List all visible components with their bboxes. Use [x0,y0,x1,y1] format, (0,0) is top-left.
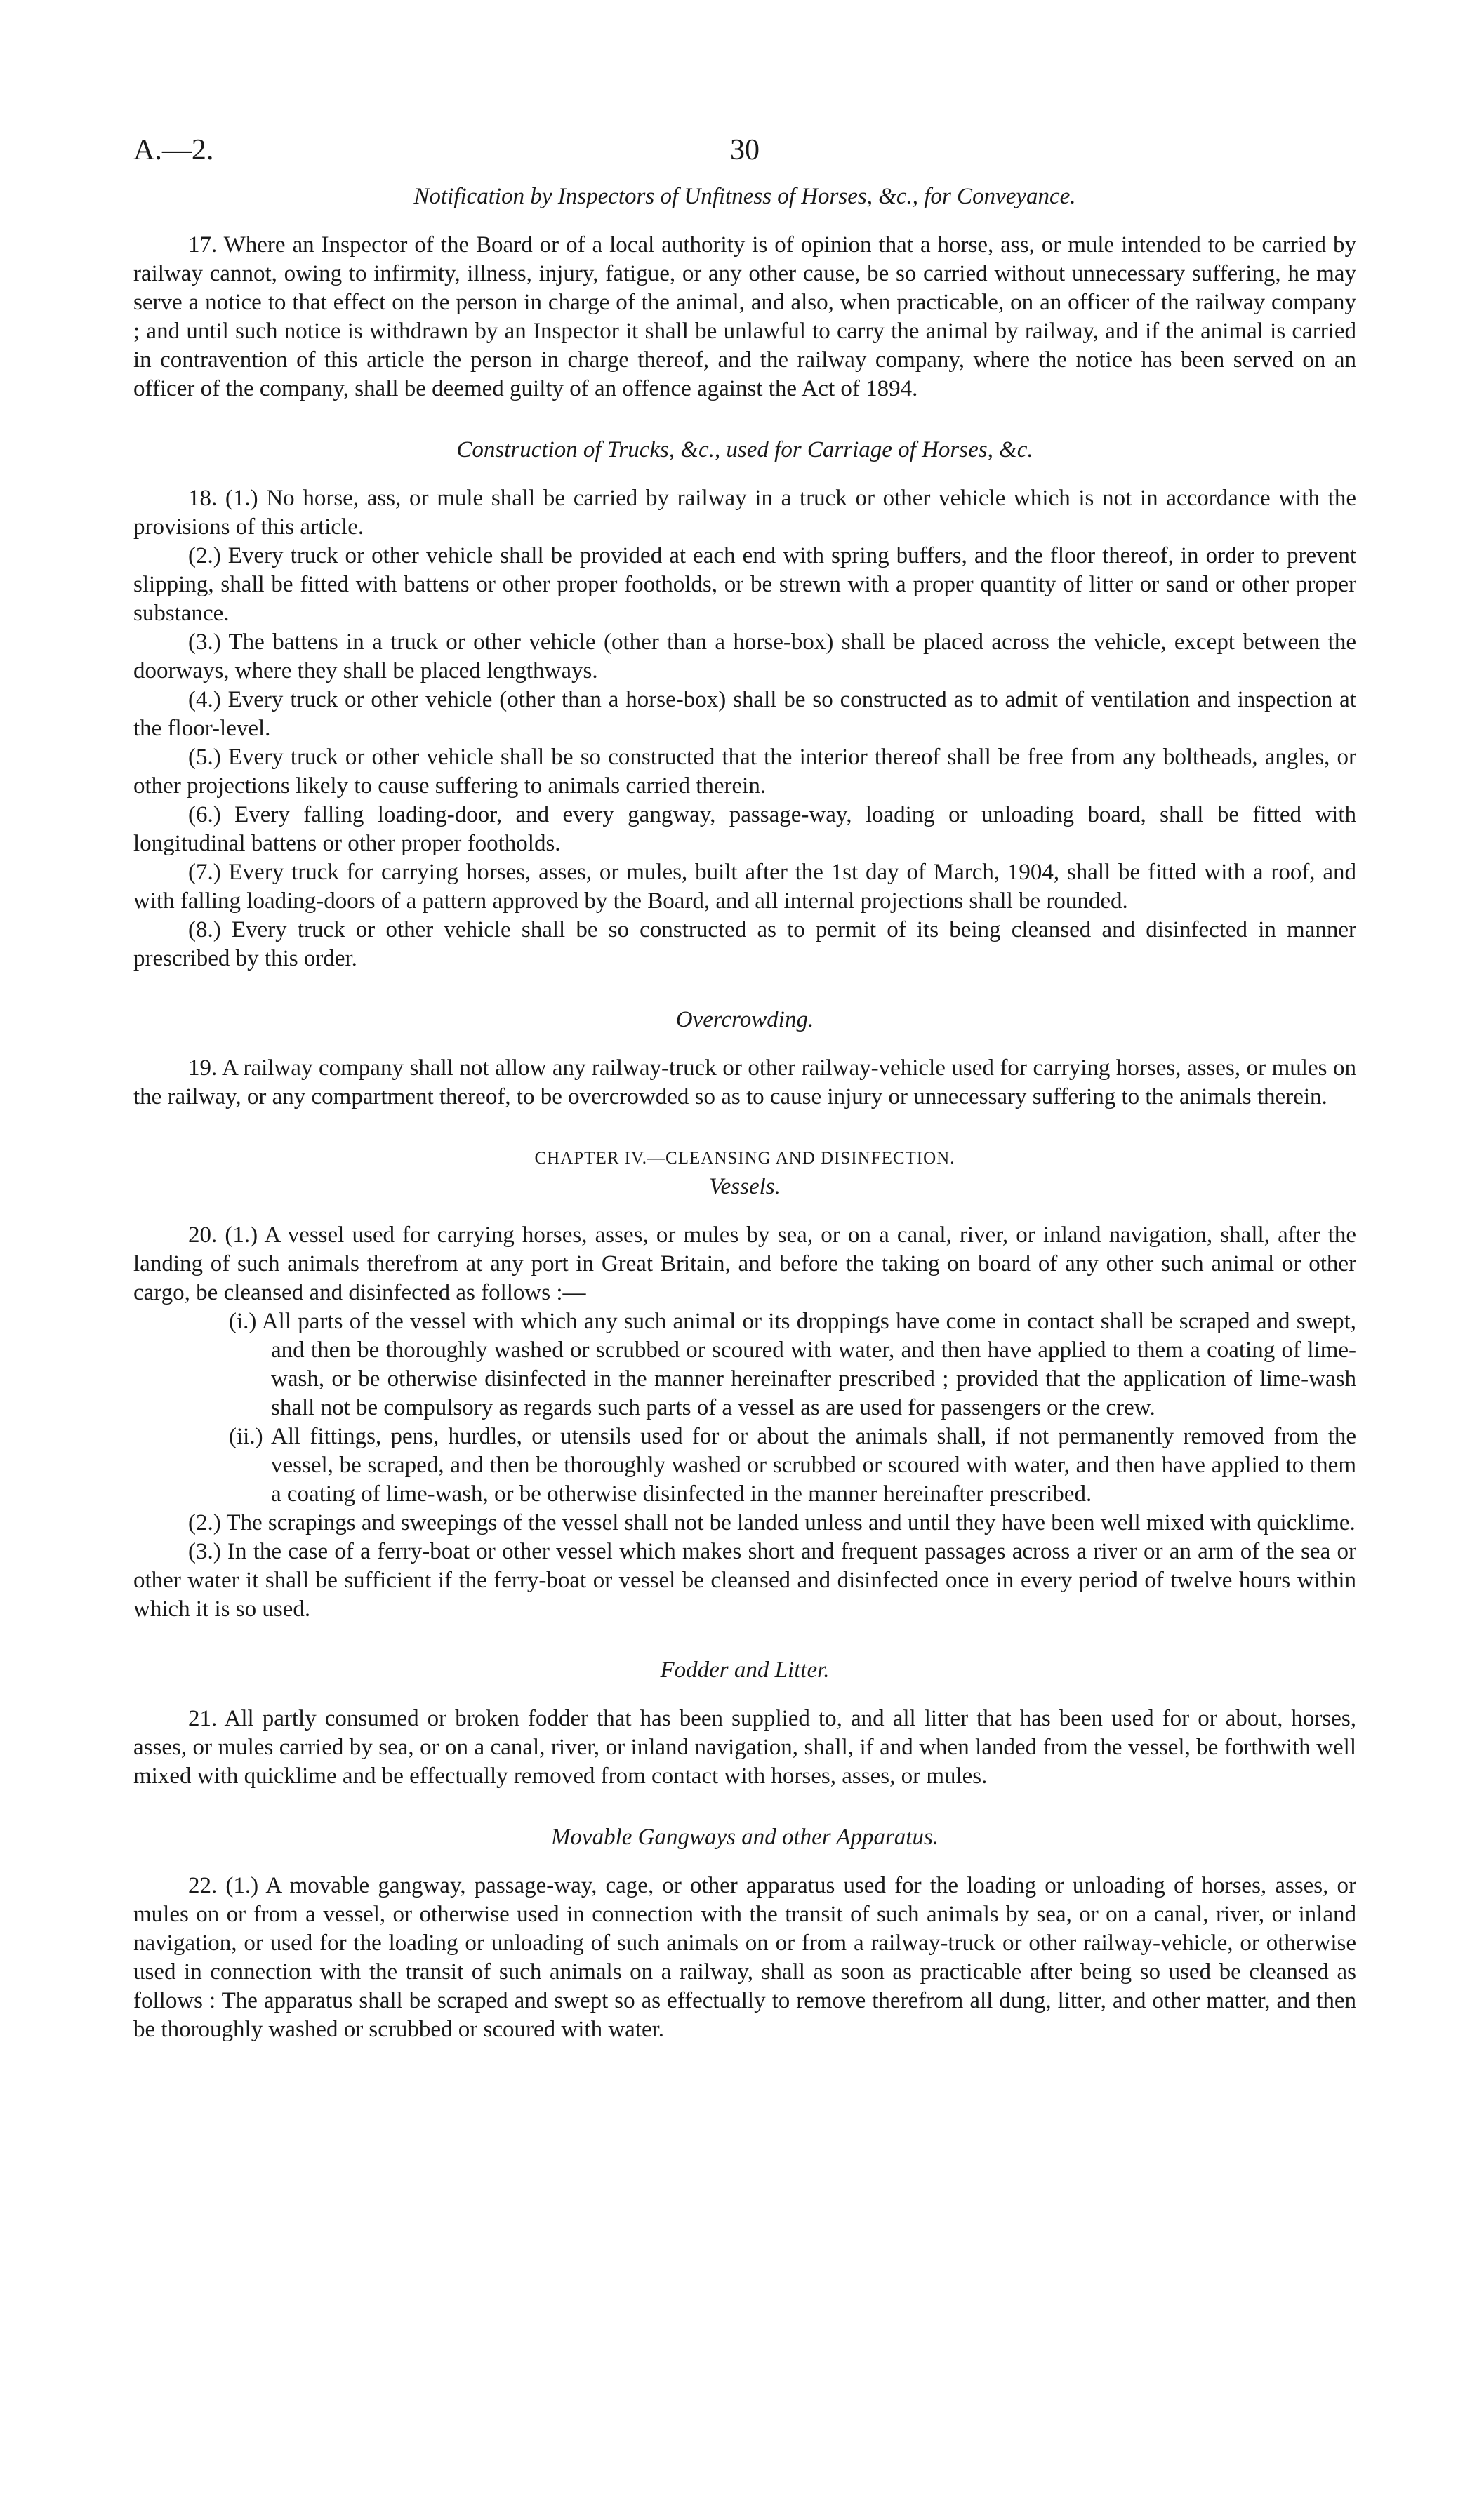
sub-item-i: (i.) All parts of the vessel with which any such animal or its droppings have come in contact shall be scraped and swept, and then be thoroughly washed or scrubbed or scoured with water, and then have applied to them a coating of lime-wash, or be otherwise disinfected in the manner hereinafter prescribed ; provided that the application of lime-wash shall not be compulsory as regards such parts of a vessel as are used for passengers or the crew. [229,1309,1356,1420]
paragraph-19: 19. A railway company shall not allow any railway-truck or other railway-vehicle used for carrying horses, asses, or mules on the railway, or any compartment thereof, to be overcrowded so as to cause injury or unnecessary suffering to the animals therein. [133,1055,1356,1109]
section-heading-fodder: Fodder and Litter. [660,1658,830,1683]
section-heading-vessels: Vessels. [709,1174,781,1199]
paragraph-18-1: 18. (1.) No horse, ass, or mule shall be carried by railway in a truck or other vehicle which is not in accordance with the provisions of this article. [133,486,1356,540]
page-number: 30 [730,134,760,166]
section-heading-overcrowding: Overcrowding. [675,1007,814,1032]
document-reference: A.—2. [133,134,214,166]
paragraph-20-2: (2.) The scrapings and sweepings of the vessel shall not be landed unless and until they have been well mixed with quicklime. [188,1510,1356,1535]
paragraph-22-1: 22. (1.) A movable gangway, passage-way, cage, or other apparatus used for the loading or unloading of horses, asses, or mules on or from a vessel, or otherwise used in connection with the transit of such animals by sea, or on a canal, river, or inland navigation, or used for the loading or unloading of such animals on or from a railway-truck or other railway-vehicle, or otherwise used in connection with the transit of such animals on a railway, shall as soon as practicable after being so used be cleansed as follows : The apparatus shall be scraped and swept so as effectually to remove therefrom all dung, litter, and other matter, and then be thoroughly washed or scrubbed or scoured with water. [133,1873,1356,2042]
paragraph-18-6: (6.) Every falling loading-door, and every gangway, passage-way, loading or unloading board, shall be fitted with longitudinal battens or other proper footholds. [133,802,1356,856]
chapter-title: CHAPTER IV.—CLEANSING AND DISINFECTION. [534,1149,955,1168]
paragraph-18-4: (4.) Every truck or other vehicle (other than a horse-box) shall be so constructed as to admit of ventilation and inspection at the floor-level. [133,687,1356,741]
paragraph-17: 17. Where an Inspector of the Board or of a local authority is of opinion that a horse, ass, or mule intended to be carried by railway cannot, owing to infirmity, illness, injury, fatigue, or any other cause, be so carried without unnecessary suffering, he may serve a notice to that effect on the person in charge of the animal, and also, when practicable, on an officer of the railway company ; and until such notice is withdrawn by an Inspector it shall be unlawful to carry the animal by railway, and if the animal is carried in contravention of this article the person in charge thereof, and the railway company, where the notice has been served on an officer of the company, shall be deemed guilty of an offence against the Act of 1894. [133,232,1356,401]
paragraph-21: 21. All partly consumed or broken fodder that has been supplied to, and all litter that has been used for or about, horses, asses, or mules carried by sea, or on a canal, river, or inland navigation, shall, if and when landed from the vessel, be forthwith well mixed with quicklime and be effectually removed from contact with horses, asses, or mules. [133,1706,1356,1789]
section-heading-gangways: Movable Gangways and other Apparatus. [550,1825,939,1850]
paragraph-18-7: (7.) Every truck for carrying horses, asses, or mules, built after the 1st day of March, 1904, shall be fitted with a roof, and with falling loading-doors of a pattern approved by the Board, and all internal projections shall be rounded. [133,860,1356,914]
paragraph-18-2: (2.) Every truck or other vehicle shall be provided at each end with spring buffers, and the floor thereof, in order to prevent slipping, shall be fitted with battens or other proper footholds, or be strewn with a proper quantity of litter or sand or other proper substance. [133,543,1356,626]
paragraph-20-3: (3.) In the case of a ferry-boat or other vessel which makes short and frequent passages across a river or an arm of the sea or other water it shall be sufficient if the ferry-boat or vessel be cleansed and disinfected once in every period of twelve hours within which it is so used. [133,1539,1356,1622]
paragraph-18-8: (8.) Every truck or other vehicle shall be so constructed as to permit of its being cleansed and disinfected in manner prescribed by this order. [133,917,1356,971]
section-heading-notification: Notification by Inspectors of Unfitness of Horses, &c., for Conveyance. [413,184,1076,209]
paragraph-18-3: (3.) The battens in a truck or other vehicle (other than a horse-box) shall be placed across the vehicle, except between the doorways, where they shall be placed lengthways. [133,629,1356,684]
paragraph-20-1: 20. (1.) A vessel used for carrying horses, asses, or mules by sea, or on a canal, river, or inland navigation, shall, after the landing of such animals therefrom at any port in Great Britain, and before the taking on board of any other such animal or other cargo, be cleansed and disinfected as follows :— [133,1222,1356,1305]
section-heading-construction: Construction of Trucks, &c., used for Carriage of Horses, &c. [456,437,1033,462]
paragraph-18-5: (5.) Every truck or other vehicle shall be so constructed that the interior thereof shall be free from any boltheads, angles, or other projections likely to cause suffering to animals carried therein. [133,745,1356,799]
sub-item-ii: (ii.) All fittings, pens, hurdles, or utensils used for or about the animals shall, if not permanently removed from the vessel, be scraped, and then be thoroughly washed or scrubbed or scoured with water, and then have applied to them a coating of lime-wash, or be otherwise disinfected in the manner hereinafter prescribed. [229,1424,1356,1507]
page-header [133,126,1356,182]
